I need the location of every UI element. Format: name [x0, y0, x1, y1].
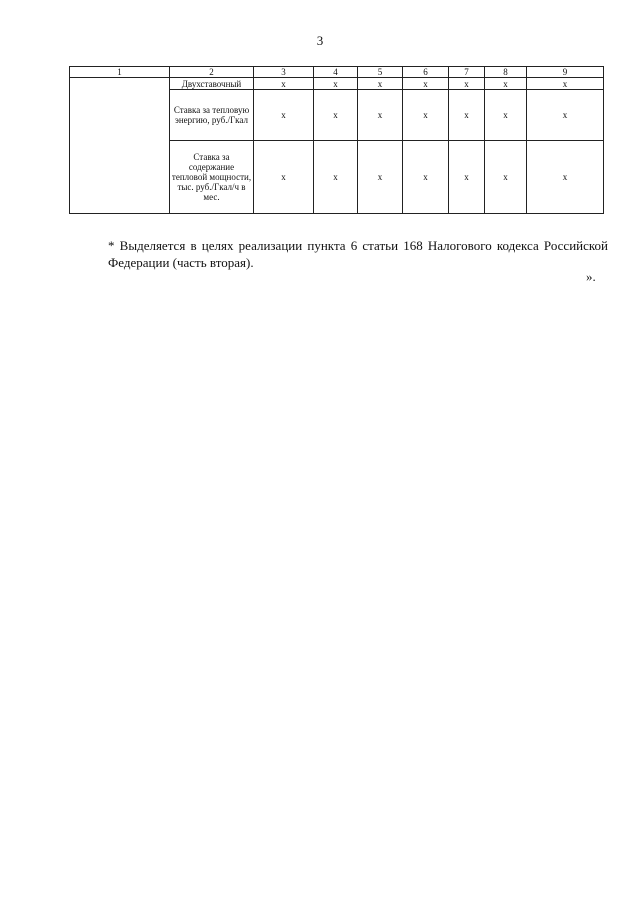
table-cell: х [485, 90, 527, 141]
tariff-table [69, 66, 604, 214]
header-cell: 5 [358, 67, 403, 78]
table-cell: х [485, 141, 527, 214]
table-row [70, 78, 604, 90]
header-cell: 7 [449, 67, 485, 78]
table-cell: х [254, 90, 314, 141]
closing-quote-mark: ». [586, 269, 596, 284]
header-cell: 9 [527, 67, 604, 78]
table-cell: х [358, 78, 403, 90]
table-cell: х [527, 90, 604, 141]
header-cell: 2 [170, 67, 254, 78]
table-cell: х [358, 90, 403, 141]
table-cell: х [449, 78, 485, 90]
table-cell: х [527, 78, 604, 90]
header-cell: 6 [403, 67, 449, 78]
header-cell: 8 [485, 67, 527, 78]
table-cell: х [314, 78, 358, 90]
table-cell: х [358, 141, 403, 214]
table-cell: х [314, 90, 358, 141]
table-cell: х [449, 90, 485, 141]
table-cell: х [403, 90, 449, 141]
row-label: Ставка за тепловую энергию, руб./Гкал [170, 90, 254, 141]
table-cell: х [254, 141, 314, 214]
table-cell: х [527, 141, 604, 214]
table-cell: х [314, 141, 358, 214]
footnote: * Выделяется в целях реализации пункта 6 статьи 168 Налогового кодекса Российской Федерации (часть вторая). [108, 238, 608, 270]
empty-first-column-cell [70, 78, 170, 214]
header-cell: 1 [70, 67, 170, 78]
header-cell: 4 [314, 67, 358, 78]
row-label: Двухставочный [170, 78, 254, 90]
page-number: 3 [316, 33, 324, 48]
table-cell: х [254, 78, 314, 90]
row-label: Ставка за содержание тепловой мощности, тыс. руб./Гкал/ч в мес. [170, 141, 254, 214]
table-cell: х [403, 141, 449, 214]
table-cell: х [449, 141, 485, 214]
table-header-row [70, 67, 604, 78]
header-cell: 3 [254, 67, 314, 78]
table-cell: х [403, 78, 449, 90]
table-cell: х [485, 78, 527, 90]
